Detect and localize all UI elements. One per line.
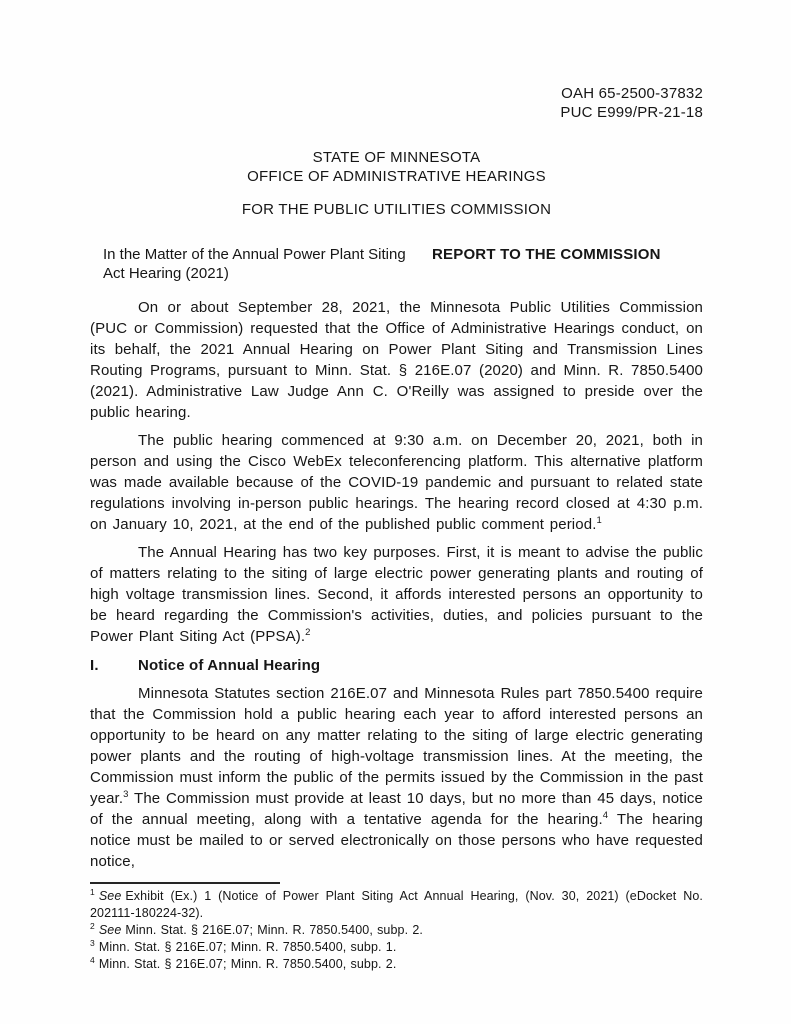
section-number: I. <box>90 657 99 674</box>
section-1-paragraph-text-1: Minnesota Statutes section 216E.07 and Minnesota Rules part 7850.5400 require that the Commission hold a public hearing each year to afford interested persons an opportunity to be heard on any matter relating to the siting of large electric generating power plants and the routing of high-voltage transmission lines. At the meeting, the Commission must inform the public of the permits issued by the Commission in the past year. <box>90 685 703 807</box>
section-title: Notice of Annual Hearing <box>138 657 321 674</box>
caption-matter-text: In the Matter of the Annual Power Plant Siting Act Hearing (2021) <box>103 246 406 282</box>
footnote-1-see: See <box>98 889 122 903</box>
footnote-1-marker: 1 <box>90 886 95 897</box>
paragraph-2 <box>90 430 703 535</box>
footnote-2 <box>90 922 703 939</box>
header-state-line: STATE OF MINNESOTA <box>312 149 481 166</box>
footnote-3-text: Minn. Stat. § 216E.07; Minn. R. 7850.5400, subp. 1. <box>98 940 397 954</box>
section-1-paragraph-text-2: The Commission must provide at least 10 days, but no more than 45 days, notice of the annual meeting, along with a tentative agenda for the hearing. <box>90 790 703 828</box>
footnote-1-text: Exhibit (Ex.) 1 (Notice of Power Plant Siting Act Annual Hearing, (Nov. 30, 2021) (eDocket No. 202111-180224-32). <box>90 889 703 920</box>
docket-oah-number: OAH 65-2500-37832 <box>561 85 703 102</box>
footnote-ref-3: 3 <box>123 789 129 800</box>
docket-puc-number: PUC E999/PR-21-18 <box>560 104 703 121</box>
footnote-4-marker: 4 <box>90 954 95 965</box>
footnote-separator <box>90 882 280 884</box>
paragraph-3-text: The Annual Hearing has two key purposes. First, it is meant to advise the public of matters relating to the siting of large electric power generating plants and routing of high voltage transmission lines. Second, it affords interested persons an opportunity to be heard regarding the Commission's activities, duties, and policies pursuant to the Power Plant Siting Act (PPSA). <box>90 544 703 645</box>
paragraph-1: On or about September 28, 2021, the Minnesota Public Utilities Commission (PUC or Commission) requested that the Office of Administrative Hearings conduct, on its behalf, the 2021 Annual Hearing on Power Plant Siting and Transmission Lines Routing Programs, pursuant to Minn. Stat. § 216E.07 (2020) and Minn. R. 7850.5400 (2021). Administrative Law Judge Ann C. O'Reilly was assigned to preside over the public hearing. <box>90 299 703 421</box>
case-caption <box>90 245 703 283</box>
report-title: REPORT TO THE COMMISSION <box>432 246 661 263</box>
footnote-ref-2: 2 <box>305 627 311 638</box>
footnote-4-text: Minn. Stat. § 216E.07; Minn. R. 7850.5400, subp. 2. <box>98 957 397 971</box>
paragraph-2-text: The public hearing commenced at 9:30 a.m. on December 20, 2021, both in person and using the Cisco WebEx teleconferencing platform. This alternative platform was made available because of the COVID-19 pandemic and pursuant to related state regulations involving in-person public hearings. The hearing record closed at 4:30 p.m. on January 10, 2021, at the end of the published public comment period. <box>90 432 703 533</box>
footnotes-block <box>90 888 703 973</box>
header-commission-line: FOR THE PUBLIC UTILITIES COMMISSION <box>241 201 552 218</box>
footnote-2-see: See <box>98 923 122 937</box>
footnote-3-marker: 3 <box>90 937 95 948</box>
footnote-3 <box>90 939 703 956</box>
footnote-1 <box>90 888 703 922</box>
footnote-ref-4: 4 <box>602 810 609 821</box>
section-1-paragraph-text-3: The hearing notice must be mailed to or served electronically on those persons who have requested notice, <box>90 811 703 870</box>
footnote-4 <box>90 956 703 973</box>
section-1-heading <box>90 655 703 676</box>
footnote-2-text: Minn. Stat. § 216E.07; Minn. R. 7850.5400, subp. 2. <box>125 923 423 937</box>
header-office-line: OFFICE OF ADMINISTRATIVE HEARINGS <box>247 168 546 185</box>
docket-numbers <box>90 84 703 122</box>
court-header <box>90 148 703 186</box>
paragraph-3 <box>90 542 703 647</box>
document-content <box>90 84 703 973</box>
footnote-2-marker: 2 <box>90 920 95 931</box>
section-1-paragraph <box>90 683 703 872</box>
footnote-ref-1: 1 <box>596 515 602 526</box>
